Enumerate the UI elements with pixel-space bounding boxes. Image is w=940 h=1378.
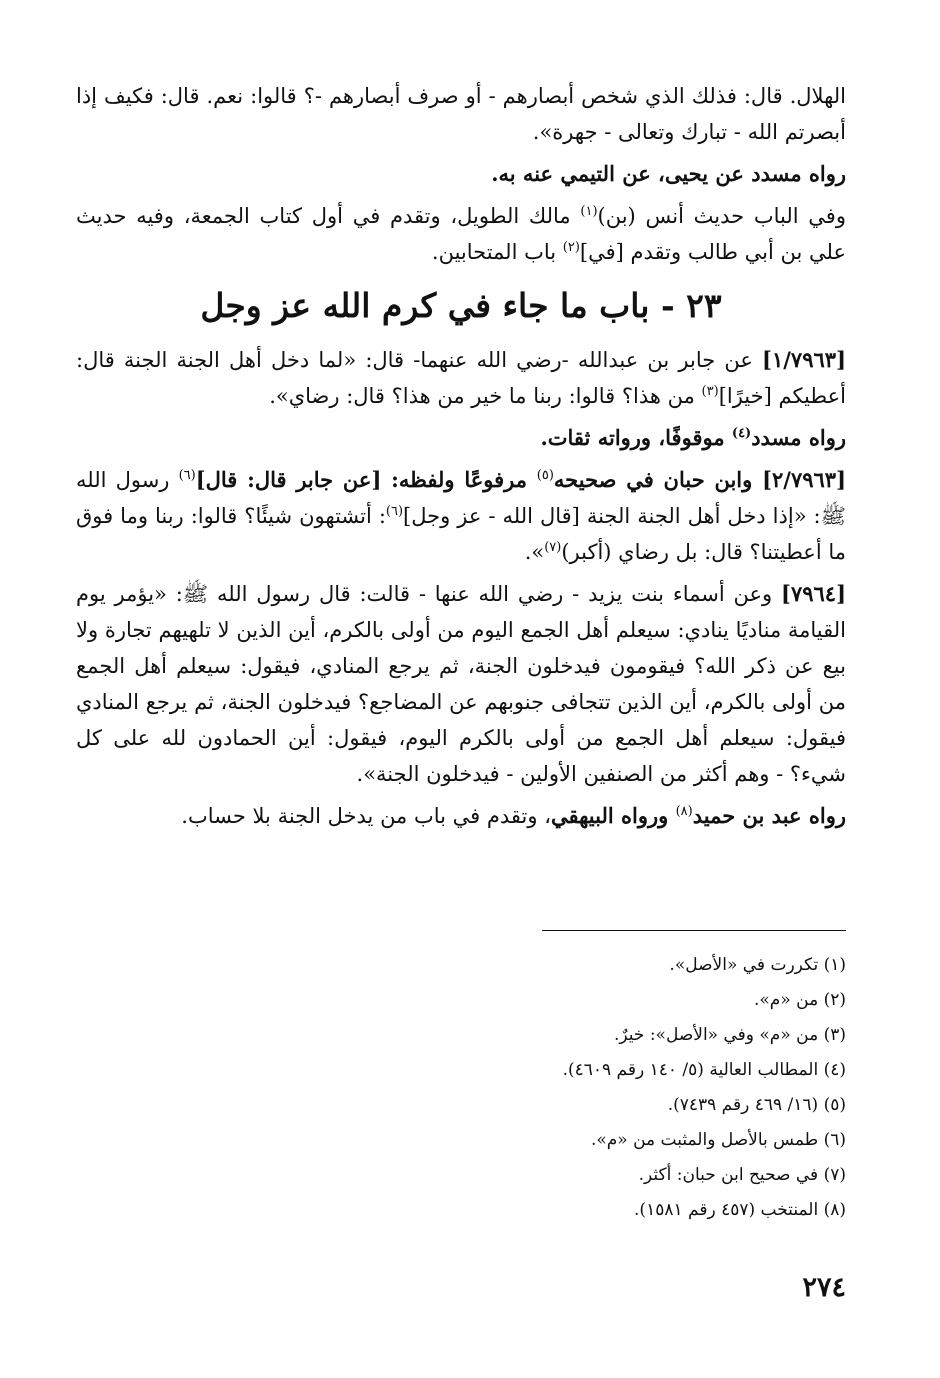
footnote-ref-2: (٢)	[562, 240, 580, 255]
footnote-8: (٨) المنتخب (٤٥٧ رقم ١٥٨١).	[634, 1200, 846, 1220]
page-body	[76, 78, 846, 1328]
footnote-5: (٥) (١٦/ ٤٦٩ رقم ٧٤٣٩).	[667, 1095, 846, 1115]
hadith-2-number: [٢/٧٩٦٣]	[762, 467, 847, 492]
footnote-2: (٢) من «م».	[754, 990, 846, 1010]
footnote-ref-1: (١)	[580, 204, 598, 219]
chapter-heading: ٢٣ - باب ما جاء في كرم الله عز وجل	[200, 286, 722, 325]
footnote-3: (٣) من «م» وفي «الأصل»: خيرٌ.	[614, 1025, 846, 1045]
hadith-2-text-a: وابن حبان في صحيحه	[553, 467, 763, 492]
footnote-ref-6b: (٦)	[385, 504, 404, 519]
footnote-ref-8: (٨)	[675, 804, 693, 819]
footnote-divider	[542, 930, 846, 931]
intro-paragraph-3	[76, 198, 846, 270]
hadith-2-text-c: رسول الله ﷺ: «إذا دخل أهل الجنة الجنة [قال الله - عز وجل]	[76, 468, 846, 528]
hadith-1-source	[76, 420, 846, 456]
hadith-1-source-a: رواه مسدد	[751, 425, 846, 450]
footnote-ref-7: (٧)	[544, 540, 562, 555]
hadith-1-source-b: موقوفًا، ورواته ثقات.	[540, 425, 732, 450]
intro-source-line	[76, 156, 846, 192]
hadith-3-source-b: ورواه البيهقي	[550, 803, 676, 828]
footnote-ref-4: (٤)	[731, 426, 752, 441]
footnote-7: (٧) في صحيح ابن حبان: أكثر.	[638, 1165, 846, 1185]
footnote-ref-5: (٥)	[536, 468, 554, 483]
hadith-1-text-b: من هذا؟ قالوا: ربنا ما خير من هذا؟ قال: رضاي».	[269, 384, 702, 408]
hadith-1	[76, 342, 846, 414]
footnote-4: (٤) المطالب العالية (٥/ ١٤٠ رقم ٤٦٠٩).	[562, 1060, 846, 1080]
footnote-1: (١) تكررت في «الأصل».	[669, 955, 846, 975]
hadith-3-text: وعن أسماء بنت يزيد - رضي الله عنها - قالت: قال رسول الله ﷺ: «يؤمر يوم القيامة مناديًا ينادي: سيعلم أهل الجمع اليوم من أولى بالكرم، أين الذين لا تلهيهم تجارة ولا بيع عن ذكر الله؟ فيقومون فيدخلون الجنة، ثم يرجع المنادي، فيقول: سيعلم أهل الجمع من أولى بالكرم، أين الذين تتجافى جنوبهم عن المضاجع؟ فيدخلون الجنة، ثم يرجع المنادي فيقول: سيعلم أهل الجمع من أولى بالكرم اليوم، فيقول: أين الحمادون لله على كل شيء؟ - وهم أكثر من الصنفين الأولين - فيدخلون الجنة».	[76, 582, 847, 786]
intro-text-3c: باب المتحابين.	[431, 240, 563, 264]
hadith-1-number: [١/٧٩٦٣]	[762, 347, 846, 372]
hadith-2	[76, 462, 846, 570]
intro-text-2: رواه مسدد عن يحيى، عن التيمي عنه به.	[491, 161, 846, 186]
hadith-3-source	[76, 798, 846, 834]
hadith-3-source-a: رواه عبد بن حميد	[692, 803, 846, 828]
intro-text-3a: وفي الباب حديث أنس (بن)	[597, 204, 846, 228]
hadith-3-number: [٧٩٦٤]	[781, 581, 846, 606]
page-number: ٢٧٤	[802, 1272, 846, 1303]
intro-paragraph-1	[76, 78, 846, 150]
hadith-2-text-b: مرفوعًا ولفظه: [عن جابر قال: قال]	[195, 467, 537, 492]
intro-text-1: الهلال. قال: فذلك الذي شخص أبصارهم - أو صرف أبصارهم -؟ قالوا: نعم. قال: فكيف إذا أبصرتم الله - تبارك وتعالى - جهرة».	[76, 84, 846, 144]
hadith-2-text-d: : أتشتهون شيئًا؟ قالوا: ربنا وما فوق ما أعطيتنا؟ قال: بل رضاي (أكبر)	[76, 504, 846, 564]
hadith-1-text-a: عن جابر بن عبدالله -رضي الله عنهما- قال: «لما دخل أهل الجنة الجنة قال: أعطيكم [خيرًا]	[76, 348, 846, 408]
hadith-3	[76, 576, 846, 792]
intro-text-3b: مالك الطويل، وتقدم في أول كتاب الجمعة، وفيه حديث علي بن أبي طالب وتقدم [في]	[76, 204, 846, 264]
footnote-ref-3: (٣)	[701, 384, 719, 399]
footnote-6: (٦) طمس بالأصل والمثبت من «م».	[590, 1130, 846, 1150]
hadith-3-source-c: ، وتقدم في باب من يدخل الجنة بلا حساب.	[181, 804, 551, 828]
footnote-ref-6a: (٦)	[178, 468, 196, 483]
footnotes	[76, 948, 846, 1228]
hadith-2-text-e: ».	[524, 540, 545, 564]
